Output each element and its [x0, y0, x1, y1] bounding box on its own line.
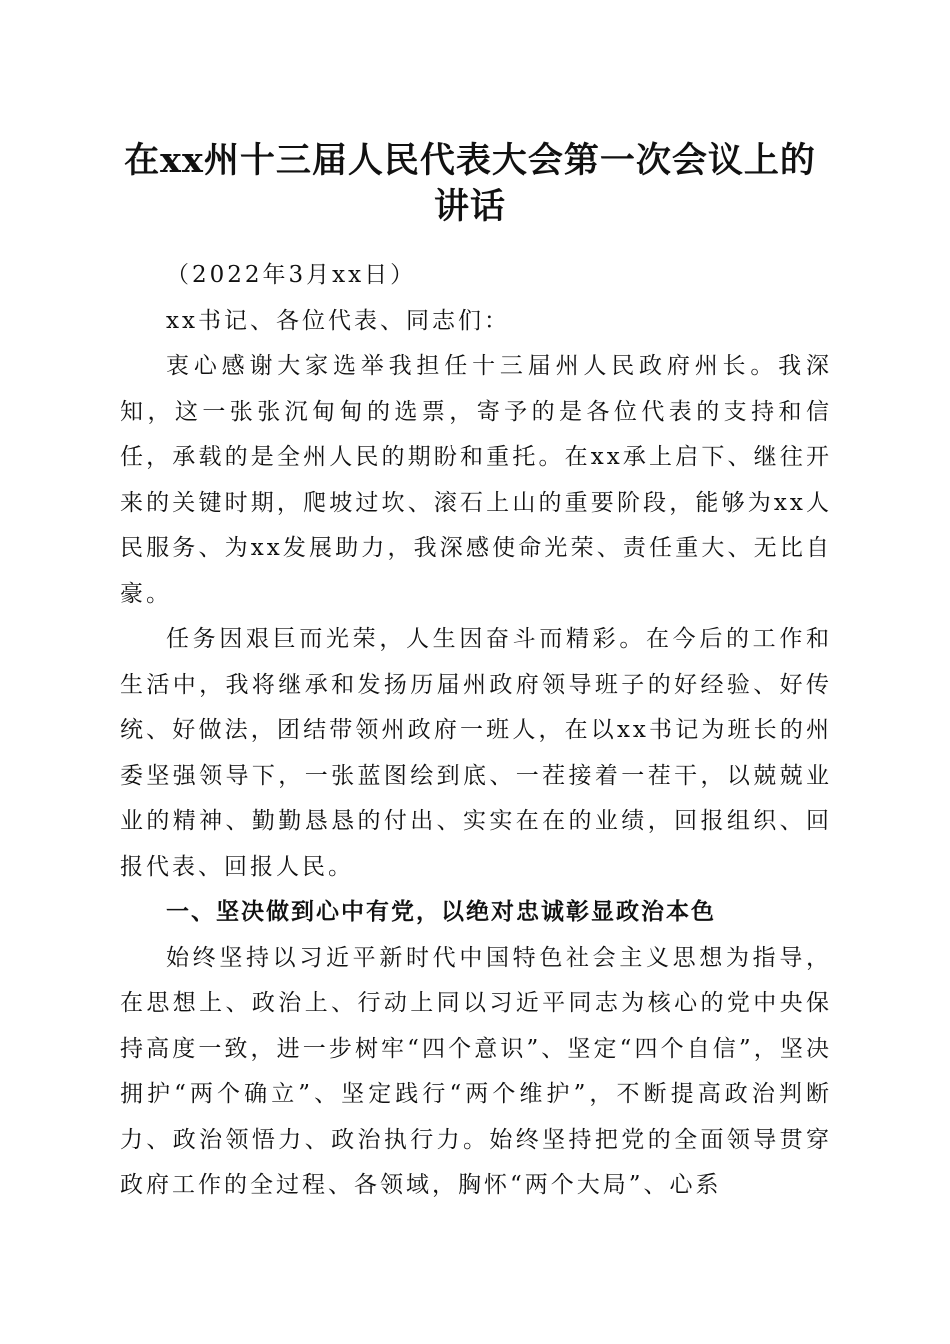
- date-line: （2022年3月xx日）: [166, 262, 417, 288]
- paragraph-2: 任务因艰巨而光荣，人生因奋斗而精彩。在今后的工作和生活中，我将继承和发扬历届州政府领导班子的好经验、好传统、好做法，团结带领州政府一班人，在以xx书记为班长的州委坚强领导下，一张蓝图绘到底、一茬接着一茬干，以兢兢业业的精神、勤勤恳恳的付出、实实在在的业绩，回报组织、回报代表、回报人民。: [120, 626, 832, 880]
- paragraph-1: 衷心感谢大家选举我担任十三届州人民政府州长。我深知，这一张张沉甸甸的选票，寄予的是各位代表的支持和信任，承载的是全州人民的期盼和重托。在xx承上启下、继往开来的关键时期，爬坡过坎、滚石上山的重要阶段，能够为xx人民服务、为xx发展助力，我深感使命光荣、责任重大、无比自豪。: [120, 353, 832, 607]
- title-line-1: 在xx州十三届人民代表大会第一次会议上的: [124, 140, 816, 181]
- document-title: [100, 138, 840, 230]
- salutation: xx书记、各位代表、同志们：: [166, 307, 510, 334]
- document-body: [120, 253, 832, 1209]
- title-line-2: 讲话: [433, 186, 506, 227]
- section-1-paragraph: 始终坚持以习近平新时代中国特色社会主义思想为指导，在思想上、政治上、行动上同以习近平同志为核心的党中央保持高度一致，进一步树牢“四个意识”、坚定“四个自信”，坚决拥护“两个确立”、坚定践行“两个维护”，不断提高政治判断力、政治领悟力、政治执行力。始终坚持把党的全面领导贯穿政府工作的全过程、各领域，胸怀“两个大局”、心系: [120, 944, 832, 1198]
- section-heading-1: 一、坚决做到心中有党，以绝对忠诚彰显政治本色: [166, 899, 716, 925]
